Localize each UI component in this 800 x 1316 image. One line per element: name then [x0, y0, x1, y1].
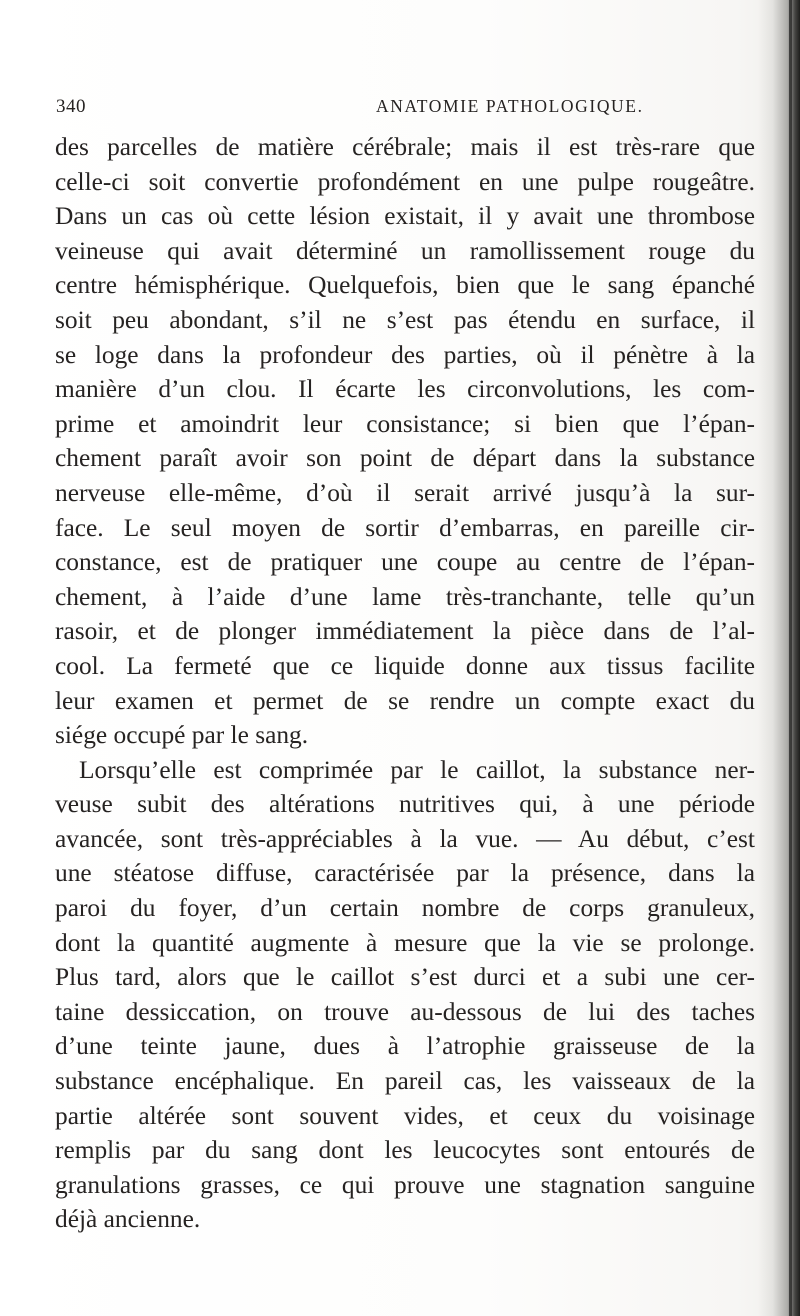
text-line: nerveuse elle-même, d’où il serait arrivé jusqu’à la sur-: [55, 478, 755, 507]
text-line: Dans un cas où cette lésion existait, il y avait une thrombose: [55, 202, 755, 231]
text-line: granulations grasses, ce qui prouve une stagnation sanguine: [55, 1170, 755, 1199]
running-head: [56, 96, 746, 126]
text-line: prime et amoindrit leur consistance; si bien que l’épan-: [55, 409, 755, 438]
text-line: substance encéphalique. En pareil cas, les vaisseaux de la: [55, 1067, 755, 1096]
text-line-paragraph-start: Lorsqu’elle est comprimée par le caillot, la substance ner-: [79, 755, 755, 784]
text-line: celle-ci soit convertie profondément en une pulpe rougeâtre.: [55, 167, 755, 196]
text-line: paroi du foyer, d’un certain nombre de corps granuleux,: [55, 894, 755, 923]
text-line: centre hémisphérique. Quelquefois, bien que le sang épanché: [55, 271, 755, 300]
text-line: taine dessiccation, on trouve au-dessous de lui des taches: [55, 997, 755, 1026]
text-line: rasoir, et de plonger immédiatement la pièce dans de l’al-: [55, 617, 755, 646]
text-line: d’une teinte jaune, dues à l’atrophie graisseuse de la: [55, 1032, 755, 1061]
text-line: veuse subit des altérations nutritives qui, à une période: [55, 790, 755, 819]
text-line: partie altérée sont souvent vides, et ceux du voisinage: [55, 1101, 755, 1130]
text-line-paragraph-end: siége occupé par le sang.: [55, 721, 309, 750]
text-line: cool. La fermeté que ce liquide donne aux tissus facilite: [55, 651, 755, 680]
text-line: constance, est de pratiquer une coupe au centre de l’épan-: [55, 548, 755, 577]
text-line: veineuse qui avait déterminé un ramollissement rouge du: [55, 236, 755, 265]
text-line: se loge dans la profondeur des parties, où il pénètre à la: [55, 340, 755, 369]
text-line: leur examen et permet de se rendre un compte exact du: [55, 686, 755, 715]
text-line: dont la quantité augmente à mesure que la vie se prolonge.: [55, 928, 755, 957]
text-line-paragraph-end: déjà ancienne.: [55, 1205, 201, 1234]
page-number: 340: [56, 96, 86, 117]
text-line: chement paraît avoir son point de départ dans la substance: [55, 444, 755, 473]
body-text: [55, 130, 755, 1237]
text-line: soit peu abondant, s’il ne s’est pas étendu en surface, il: [55, 305, 755, 334]
binding-edge-shadow: [758, 0, 800, 1316]
text-line: face. Le seul moyen de sortir d’embarras, en pareille cir-: [55, 513, 755, 542]
page-edge-line: [789, 0, 792, 1316]
text-line: des parcelles de matière cérébrale; mais il est très-rare que: [55, 133, 755, 161]
text-line: remplis par du sang dont les leucocytes sont entourés de: [55, 1136, 755, 1165]
text-line: Plus tard, alors que le caillot s’est durci et a subi une cer-: [55, 963, 755, 992]
text-line: manière d’un clou. Il écarte les circonvolutions, les com-: [55, 375, 755, 404]
running-head-title: ANATOMIE PATHOLOGIQUE.: [376, 96, 644, 116]
text-line: avancée, sont très-appréciables à la vue. — Au début, c’est: [55, 824, 755, 853]
text-line: chement, à l’aide d’une lame très-tranchante, telle qu’un: [55, 582, 755, 611]
text-line: une stéatose diffuse, caractérisée par la présence, dans la: [55, 859, 755, 888]
